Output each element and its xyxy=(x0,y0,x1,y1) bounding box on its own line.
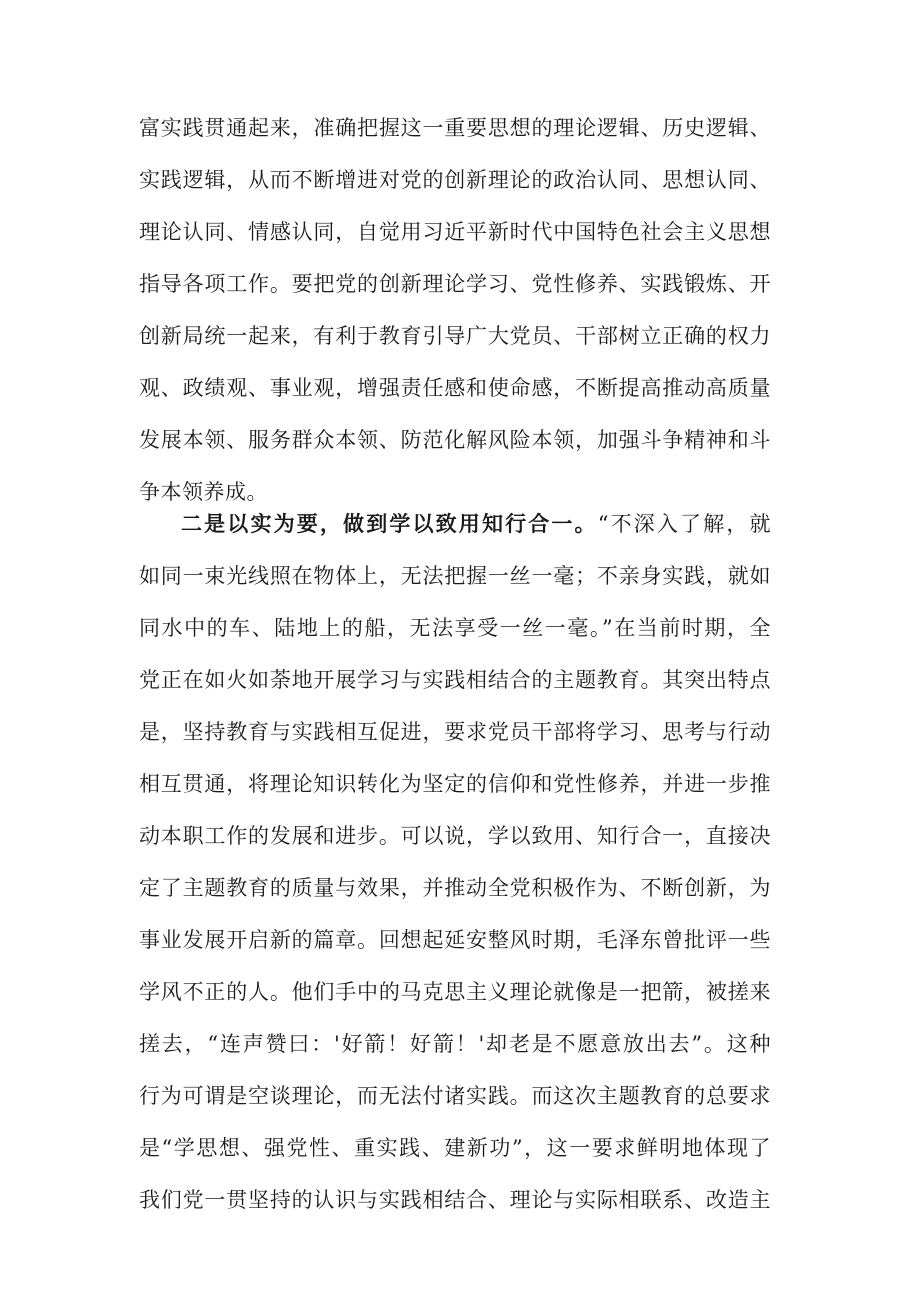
text-line: 搓去，“连声赞曰：'好箭！好箭！'却老是不愿意放出去”。这种 xyxy=(139,1032,771,1056)
section-heading: 二是以实为要，做到学以致用知行合一。 xyxy=(181,511,598,536)
text-line: 相互贯通，将理论知识转化为坚定的信仰和党性修养，并进一步推 xyxy=(139,772,771,796)
text-line: 定了主题教育的质量与效果，并推动全党积极作为、不断创新，为 xyxy=(139,876,771,900)
text-line: 是，坚持教育与实践相互促进，要求党员干部将学习、思考与行动 xyxy=(139,720,771,744)
text-line: 我们党一贯坚持的认识与实践相结合、理论与实际相联系、改造主 xyxy=(139,1188,771,1212)
text-line: 创新局统一起来，有利于教育引导广大党员、干部树立正确的权力 xyxy=(139,324,771,348)
text-line: 发展本领、服务群众本领、防范化解风险本领，加强斗争精神和斗 xyxy=(139,428,771,452)
paragraph-1 xyxy=(139,102,771,518)
text-line: 行为可谓是空谈理论，而无法付诸实践。而这次主题教育的总要求 xyxy=(139,1084,771,1108)
text-line: 富实践贯通起来，准确把握这一重要思想的理论逻辑、历史逻辑、 xyxy=(139,116,771,140)
text-line: 实践逻辑，从而不断增进对党的创新理论的政治认同、思想认同、 xyxy=(139,168,771,192)
text-line: 党正在如火如荼地开展学习与实践相结合的主题教育。其突出特点 xyxy=(139,668,771,692)
text-line: 事业发展开启新的篇章。回想起延安整风时期，毛泽东曾批评一些 xyxy=(139,928,771,952)
text-line: 观、政绩观、事业观，增强责任感和使命感，不断提高推动高质量 xyxy=(139,376,771,400)
text-line: 理论认同、情感认同，自觉用习近平新时代中国特色社会主义思想 xyxy=(139,220,771,244)
text-line: 学风不正的人。他们手中的马克思主义理论就像是一把箭，被搓来 xyxy=(139,980,771,1004)
text-line: 如同一束光线照在物体上，无法把握一丝一毫；不亲身实践，就如 xyxy=(139,564,771,588)
text-line: 是“学思想、强党性、重实践、建新功”，这一要求鲜明地体现了 xyxy=(139,1136,771,1160)
text-line: 指导各项工作。要把党的创新理论学习、党性修养、实践锻炼、开 xyxy=(139,272,771,296)
text-line: 争本领养成。 xyxy=(139,480,268,504)
text-line: 同水中的车、陆地上的船，无法享受一丝一毫。”在当前时期，全 xyxy=(139,616,771,640)
first-line-text: “不深入了解，就 xyxy=(597,512,771,536)
first-line xyxy=(139,498,771,550)
paragraph-2 xyxy=(139,498,771,1226)
text-line: 动本职工作的发展和进步。可以说，学以致用、知行合一，直接决 xyxy=(139,824,771,848)
